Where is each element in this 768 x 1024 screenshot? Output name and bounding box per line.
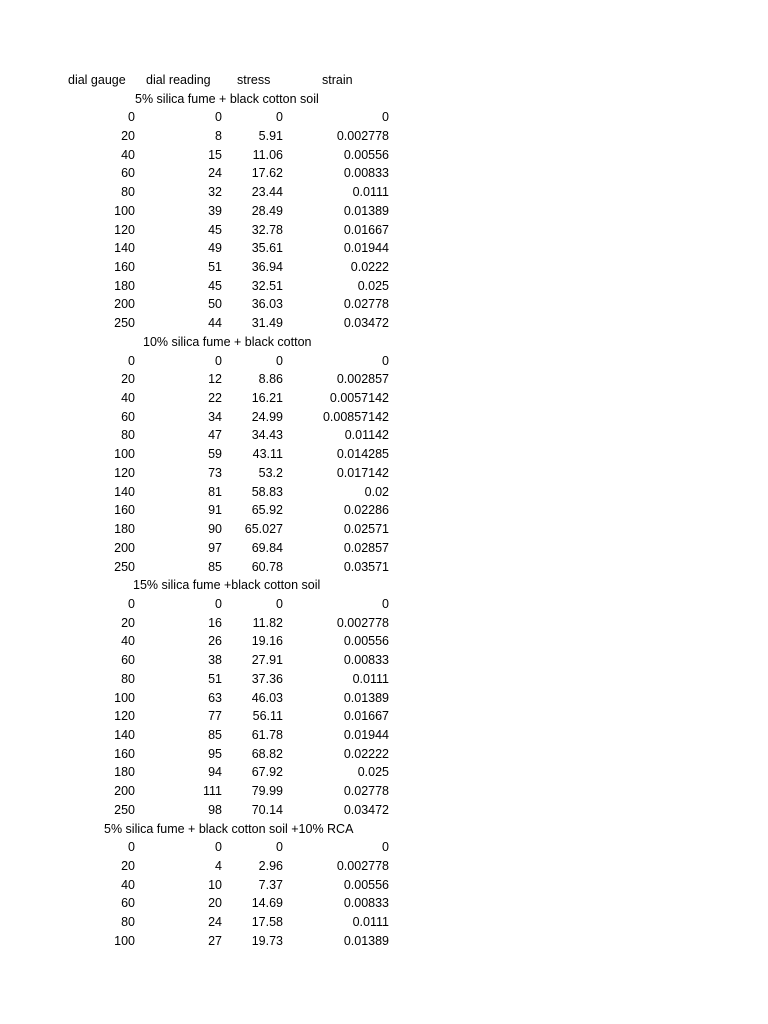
strain-cell: 0.0111: [352, 671, 389, 686]
strain-cell: 0.02857: [343, 540, 389, 555]
dial-gauge-cell: 100: [114, 690, 135, 705]
table-row: [0, 258, 768, 277]
dial-gauge-cell: 80: [121, 185, 135, 200]
dial-gauge-cell: 140: [114, 484, 135, 499]
table-row: [0, 876, 768, 895]
stress-cell: 34.43: [251, 428, 283, 443]
dial-gauge-cell: 80: [121, 428, 135, 443]
stress-cell: 46.03: [251, 690, 283, 705]
dial-reading-cell: 0: [215, 840, 222, 855]
strain-cell: 0.0111: [352, 915, 389, 930]
dial-gauge-cell: 120: [114, 709, 135, 724]
dial-reading-cell: 39: [208, 203, 222, 218]
dial-reading-cell: 32: [208, 185, 222, 200]
stress-cell: 16.21: [251, 391, 283, 406]
table-row: [0, 670, 768, 689]
table-row: [0, 763, 768, 782]
stress-cell: 0: [276, 596, 283, 611]
strain-cell: 0: [382, 840, 389, 855]
strain-cell: 0: [382, 353, 389, 368]
dial-reading-cell: 73: [208, 465, 222, 480]
stress-cell: 19.73: [251, 933, 283, 948]
section-title: 5% silica fume + black cotton soil +10% RCA: [104, 821, 354, 836]
table-row: [0, 707, 768, 726]
dial-reading-cell: 12: [208, 372, 222, 387]
dial-reading-cell: 97: [208, 540, 222, 555]
dial-gauge-cell: 80: [121, 671, 135, 686]
strain-cell: 0.01142: [344, 428, 389, 443]
stress-cell: 14.69: [251, 896, 283, 911]
table-row: [0, 932, 768, 951]
header-dial-reading: dial reading: [146, 73, 211, 87]
dial-gauge-cell: 60: [121, 653, 135, 668]
dial-reading-cell: 26: [208, 634, 222, 649]
table-row: [0, 277, 768, 296]
dial-gauge-cell: 20: [121, 128, 135, 143]
strain-cell: 0.01667: [343, 222, 389, 237]
strain-cell: 0.00556: [343, 147, 389, 162]
section-title: 10% silica fume + black cotton: [143, 334, 312, 349]
dial-reading-cell: 0: [215, 110, 222, 125]
stress-cell: 36.03: [251, 297, 283, 312]
section-title-row: [0, 333, 768, 352]
strain-cell: 0.0111: [352, 185, 389, 200]
dial-gauge-cell: 100: [114, 933, 135, 948]
dial-gauge-cell: 180: [114, 765, 135, 780]
stress-cell: 8.86: [258, 372, 283, 387]
stress-cell: 58.83: [251, 484, 283, 499]
dial-gauge-cell: 60: [121, 409, 135, 424]
dial-reading-cell: 10: [208, 877, 222, 892]
dial-gauge-cell: 20: [121, 615, 135, 630]
strain-cell: 0.00857142: [322, 409, 389, 424]
table-row: [0, 352, 768, 371]
table-row: [0, 520, 768, 539]
strain-cell: 0.00556: [343, 634, 389, 649]
strain-cell: 0.03472: [343, 802, 389, 817]
table-row: [0, 464, 768, 483]
table-row: [0, 689, 768, 708]
stress-cell: 2.96: [258, 859, 283, 874]
stress-cell: 11.82: [252, 615, 283, 630]
dial-reading-cell: 90: [208, 522, 222, 537]
strain-cell: 0.01389: [343, 690, 389, 705]
dial-reading-cell: 38: [208, 653, 222, 668]
dial-reading-cell: 44: [208, 316, 222, 331]
dial-gauge-cell: 40: [121, 634, 135, 649]
stress-cell: 65.92: [251, 503, 283, 518]
dial-gauge-cell: 200: [114, 540, 135, 555]
stress-cell: 17.58: [251, 915, 283, 930]
dial-reading-cell: 45: [208, 222, 222, 237]
table-row: [0, 314, 768, 333]
dial-gauge-cell: 120: [114, 222, 135, 237]
stress-cell: 32.51: [251, 278, 283, 293]
dial-reading-cell: 85: [208, 727, 222, 742]
stress-cell: 0: [276, 110, 283, 125]
dial-reading-cell: 77: [208, 709, 222, 724]
dial-reading-cell: 95: [208, 746, 222, 761]
stress-cell: 7.37: [258, 877, 283, 892]
dial-reading-cell: 49: [208, 241, 222, 256]
section-title: 15% silica fume +black cotton soil: [133, 578, 321, 593]
stress-cell: 65.027: [244, 522, 283, 537]
dial-reading-cell: 24: [208, 915, 222, 930]
table-row: [0, 483, 768, 502]
stress-cell: 43.11: [252, 447, 283, 462]
section-title-row: [0, 576, 768, 595]
stress-cell: 35.61: [251, 241, 283, 256]
stress-cell: 53.2: [258, 465, 283, 480]
dial-gauge-cell: 20: [121, 859, 135, 874]
header-stress: stress: [237, 73, 271, 87]
stress-cell: 32.78: [251, 222, 283, 237]
strain-cell: 0.00833: [343, 653, 389, 668]
table-row: [0, 838, 768, 857]
strain-cell: 0.02571: [343, 522, 389, 537]
section-title-row: [0, 820, 768, 839]
dial-reading-cell: 45: [208, 278, 222, 293]
table-row: [0, 558, 768, 577]
stress-cell: 0: [276, 353, 283, 368]
strain-cell: 0.002778: [336, 859, 389, 874]
table-row: [0, 857, 768, 876]
strain-cell: 0.03571: [343, 559, 389, 574]
dial-reading-cell: 59: [208, 447, 222, 462]
dial-gauge-cell: 250: [114, 559, 135, 574]
dial-reading-cell: 0: [215, 353, 222, 368]
table-row: [0, 202, 768, 221]
strain-cell: 0.01944: [343, 727, 389, 742]
stress-cell: 61.78: [251, 727, 283, 742]
strain-cell: 0.01667: [343, 709, 389, 724]
dial-reading-cell: 81: [208, 484, 222, 499]
dial-reading-cell: 0: [215, 596, 222, 611]
strain-cell: 0.00556: [343, 877, 389, 892]
dial-gauge-cell: 0: [128, 110, 135, 125]
dial-gauge-cell: 100: [114, 203, 135, 218]
dial-gauge-cell: 200: [114, 784, 135, 799]
stress-cell: 60.78: [251, 559, 283, 574]
dial-gauge-cell: 250: [114, 802, 135, 817]
strain-cell: 0.017142: [336, 465, 389, 480]
stress-cell: 5.91: [258, 128, 283, 143]
table-row: [0, 913, 768, 932]
dial-reading-cell: 27: [208, 933, 222, 948]
dial-gauge-cell: 0: [128, 840, 135, 855]
dial-reading-cell: 22: [208, 391, 222, 406]
table-row: [0, 745, 768, 764]
dial-gauge-cell: 120: [114, 465, 135, 480]
table-row: [0, 894, 768, 913]
strain-cell: 0.03472: [343, 316, 389, 331]
dial-gauge-cell: 160: [114, 746, 135, 761]
strain-cell: 0.01389: [343, 203, 389, 218]
table-row: [0, 127, 768, 146]
strain-cell: 0.01944: [343, 241, 389, 256]
strain-cell: 0.0057142: [329, 391, 389, 406]
table-row: [0, 108, 768, 127]
strain-cell: 0.02286: [343, 503, 389, 518]
header-dial-gauge: dial gauge: [68, 73, 126, 87]
dial-gauge-cell: 140: [114, 241, 135, 256]
table-row: [0, 632, 768, 651]
strain-cell: 0.002857: [336, 372, 389, 387]
table-row: [0, 221, 768, 240]
strain-cell: 0.02778: [343, 784, 389, 799]
stress-cell: 24.99: [251, 409, 283, 424]
section-title: 5% silica fume + black cotton soil: [135, 91, 319, 106]
strain-cell: 0.00833: [343, 896, 389, 911]
dial-reading-cell: 50: [208, 297, 222, 312]
dial-gauge-cell: 250: [114, 316, 135, 331]
table-row: [0, 782, 768, 801]
table-row: [0, 183, 768, 202]
stress-cell: 79.99: [251, 784, 283, 799]
dial-reading-cell: 51: [208, 259, 222, 274]
table-row: [0, 426, 768, 445]
stress-cell: 11.06: [252, 147, 283, 162]
table-row: [0, 801, 768, 820]
dial-reading-cell: 47: [208, 428, 222, 443]
table-row: [0, 295, 768, 314]
table-row: [0, 651, 768, 670]
dial-reading-cell: 85: [208, 559, 222, 574]
table-row: [0, 164, 768, 183]
stress-cell: 17.62: [251, 166, 283, 181]
stress-cell: 37.36: [251, 671, 283, 686]
stress-cell: 70.14: [251, 802, 283, 817]
stress-cell: 0: [276, 840, 283, 855]
table-row: [0, 501, 768, 520]
dial-gauge-cell: 160: [114, 503, 135, 518]
table-row: [0, 370, 768, 389]
dial-reading-cell: 111: [202, 784, 222, 799]
dial-reading-cell: 8: [215, 128, 222, 143]
stress-cell: 69.84: [251, 540, 283, 555]
dial-gauge-cell: 40: [121, 391, 135, 406]
dial-gauge-cell: 0: [128, 353, 135, 368]
stress-cell: 19.16: [251, 634, 283, 649]
strain-cell: 0.002778: [336, 128, 389, 143]
dial-gauge-cell: 0: [128, 596, 135, 611]
dial-reading-cell: 4: [215, 859, 222, 874]
dial-reading-cell: 20: [208, 896, 222, 911]
strain-cell: 0: [382, 110, 389, 125]
dial-reading-cell: 24: [208, 166, 222, 181]
stress-cell: 28.49: [251, 203, 283, 218]
dial-gauge-cell: 60: [121, 896, 135, 911]
strain-cell: 0.02: [364, 484, 389, 499]
strain-cell: 0.02778: [343, 297, 389, 312]
dial-reading-cell: 63: [208, 690, 222, 705]
strain-cell: 0.00833: [343, 166, 389, 181]
dial-reading-cell: 34: [208, 409, 222, 424]
table-row: [0, 539, 768, 558]
strain-cell: 0.02222: [343, 746, 389, 761]
dial-gauge-cell: 40: [121, 877, 135, 892]
dial-reading-cell: 98: [208, 802, 222, 817]
table-row: [0, 408, 768, 427]
table-row: [0, 726, 768, 745]
dial-gauge-cell: 80: [121, 915, 135, 930]
dial-reading-cell: 15: [208, 147, 222, 162]
stress-cell: 67.92: [251, 765, 283, 780]
strain-cell: 0.0222: [350, 259, 389, 274]
stress-cell: 56.11: [252, 709, 283, 724]
stress-cell: 36.94: [251, 259, 283, 274]
header-strain: strain: [322, 73, 353, 87]
table-row: [0, 445, 768, 464]
table-row: [0, 614, 768, 633]
strain-cell: 0.002778: [336, 615, 389, 630]
stress-cell: 68.82: [251, 746, 283, 761]
dial-gauge-cell: 180: [114, 278, 135, 293]
dial-gauge-cell: 100: [114, 447, 135, 462]
stress-cell: 23.44: [251, 185, 283, 200]
strain-cell: 0.025: [357, 278, 389, 293]
strain-cell: 0.014285: [336, 447, 389, 462]
dial-gauge-cell: 40: [121, 147, 135, 162]
dial-gauge-cell: 60: [121, 166, 135, 181]
dial-reading-cell: 16: [208, 615, 222, 630]
dial-gauge-cell: 180: [114, 522, 135, 537]
table-row: [0, 595, 768, 614]
dial-gauge-cell: 160: [114, 259, 135, 274]
dial-reading-cell: 51: [208, 671, 222, 686]
strain-cell: 0: [382, 596, 389, 611]
strain-cell: 0.01389: [343, 933, 389, 948]
dial-reading-cell: 91: [208, 503, 222, 518]
dial-reading-cell: 94: [208, 765, 222, 780]
section-title-row: [0, 90, 768, 109]
table-row: [0, 389, 768, 408]
dial-gauge-cell: 200: [114, 297, 135, 312]
stress-cell: 27.91: [251, 653, 283, 668]
strain-cell: 0.025: [357, 765, 389, 780]
dial-gauge-cell: 20: [121, 372, 135, 387]
table-row: [0, 146, 768, 165]
dial-gauge-cell: 140: [114, 727, 135, 742]
table-row: [0, 239, 768, 258]
stress-cell: 31.49: [251, 316, 283, 331]
